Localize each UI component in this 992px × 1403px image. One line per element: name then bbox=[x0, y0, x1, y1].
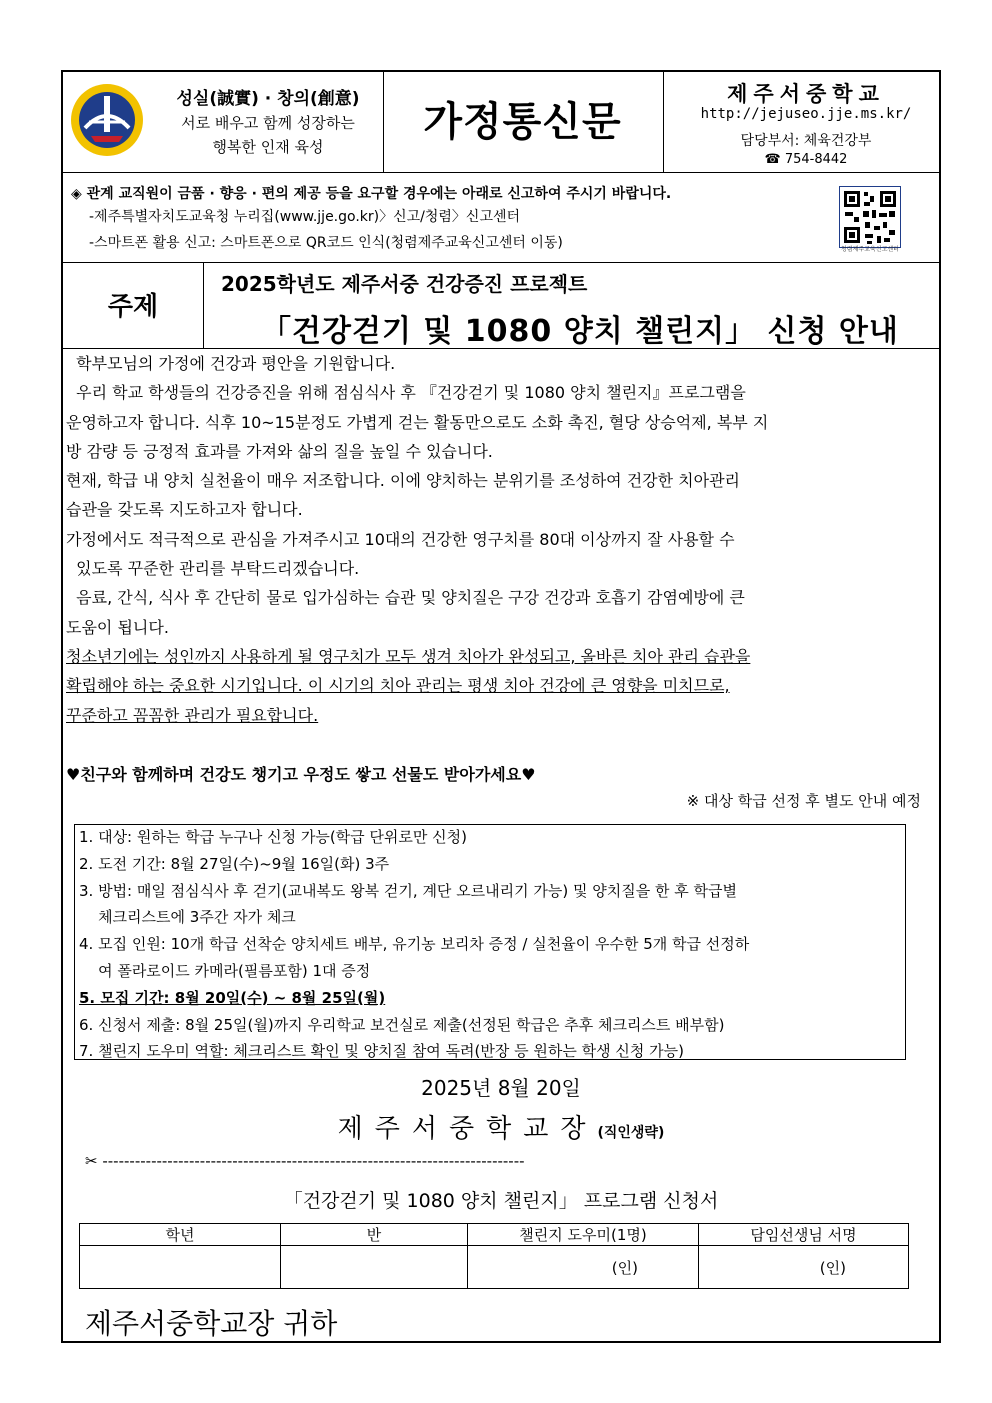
detail-item: 6. 신청서 제출: 8월 25일(월)까지 우리학교 보건실로 제출(선정된 학급은 추후 체크리스트 배부함) bbox=[79, 1015, 725, 1034]
application-table bbox=[79, 1223, 909, 1289]
grade-cell[interactable] bbox=[80, 1246, 281, 1289]
school-url[interactable]: http://jejuseo.jje.ms.kr/ bbox=[700, 106, 912, 122]
paragraph-line: 운영하고자 합니다. 식후 10~15분정도 가볍게 걷는 활동만으로도 소화 촉진, 혈당 상승억제, 복부 지 bbox=[66, 412, 769, 432]
header-divider bbox=[63, 172, 939, 173]
principal-name: 제주서중학교장 bbox=[337, 1114, 598, 1144]
seal-omitted-note: (직인생략) bbox=[597, 1125, 665, 1141]
paragraph-line: 음료, 간식, 식사 후 간단히 물로 입가심하는 습관 및 양치질은 구강 건강과 호흡기 감염예방에 큰 bbox=[66, 588, 745, 608]
detail-item: 1. 대상: 원하는 학급 누구나 신청 가능(학급 단위로만 신청) bbox=[79, 828, 467, 846]
school-name: 제주서중학교 bbox=[727, 82, 885, 106]
detail-item: 4. 모집 인원: 10개 학급 선착순 양치세트 배부, 유기농 보리차 증정 / 실천율이 우수한 5개 학급 선정하 bbox=[79, 935, 750, 954]
class-cell[interactable] bbox=[281, 1246, 468, 1289]
issue-date: 2025년 8월 20일 bbox=[421, 1076, 581, 1100]
document-page bbox=[61, 70, 941, 1343]
paragraph-line: 우리 학교 학생들의 건강증진을 위해 점심식사 후 『건강걷기 및 1080 양치 챌린지』프로그램을 bbox=[66, 383, 746, 403]
qr-code-icon[interactable] bbox=[839, 186, 901, 248]
header-helper: 챌린지 도우미(1명) bbox=[468, 1224, 699, 1246]
paragraph-line: 있도록 꾸준한 관리를 부탁드리겠습니다. bbox=[66, 559, 360, 579]
selection-note: ※ 대상 학급 선정 후 별도 안내 예정 bbox=[686, 792, 921, 810]
subject-col-divider bbox=[203, 262, 204, 348]
paragraph-line: 방 감량 등 긍정적 효과를 가져와 삶의 질을 높일 수 있습니다. bbox=[66, 441, 493, 461]
report-divider bbox=[63, 262, 939, 263]
principal-signature bbox=[63, 1108, 939, 1145]
dashed-line: ------------------------------------------------------------------------------ bbox=[102, 1152, 525, 1170]
subject-label: 주제 bbox=[107, 292, 159, 322]
body-text bbox=[66, 349, 936, 730]
teacher-sign-cell[interactable]: (인) bbox=[699, 1246, 909, 1289]
motto-line-1: 성실(誠實) · 창의(創意) bbox=[176, 89, 360, 109]
header-class: 반 bbox=[281, 1224, 468, 1246]
paragraph-line: 습관을 갖도록 지도하고자 합니다. bbox=[66, 500, 303, 520]
helper-cell[interactable]: (인) bbox=[468, 1246, 699, 1289]
scissors-icon: ✂ bbox=[85, 1152, 98, 1170]
header-teacher-sign: 담임선생님 서명 bbox=[699, 1224, 909, 1246]
detail-item-recruit-period: 5. 모집 기간: 8월 20일(수) ~ 8월 25일(월) bbox=[79, 988, 386, 1007]
subject-line-1: 2025학년도 제주서중 건강증진 프로젝트 bbox=[221, 272, 588, 296]
detail-item: 2. 도전 기간: 8월 27일(수)~9월 16일(화) 3주 bbox=[79, 854, 390, 873]
table-header-row bbox=[80, 1224, 909, 1246]
motto-line-3: 행복한 인재 육성 bbox=[212, 138, 324, 156]
report-notice: ◈ 관계 교직원이 금품 · 향응 · 편의 제공 등을 요구할 경우에는 아래로 신고하여 주시기 바랍니다. bbox=[71, 186, 672, 202]
subject-line-2: 「건강걷기 및 1080 양치 챌린지」 신청 안내 bbox=[261, 314, 899, 349]
closing-addressee: 제주서중학교장 귀하 bbox=[85, 1307, 338, 1340]
heart-slogan: ♥친구와 함께하며 건강도 챙기고 우정도 쌓고 선물도 받아가세요♥ bbox=[66, 765, 536, 784]
detail-item: 체크리스트에 3주간 자가 체크 bbox=[79, 908, 296, 927]
paragraph-line: 학부모님의 가정에 건강과 평안을 기원합니다. bbox=[66, 354, 396, 373]
detail-item: 7. 챌린지 도우미 역할: 체크리스트 확인 및 양치질 참여 독려(반장 등 원하는 학생 신청 가능) bbox=[79, 1042, 684, 1061]
motto-line-2: 서로 배우고 함께 성장하는 bbox=[181, 114, 355, 132]
document-title: 가정통신문 bbox=[423, 99, 622, 145]
header-grade: 학년 bbox=[80, 1224, 281, 1246]
phone-number: ☎ 754-8442 bbox=[764, 152, 848, 167]
paragraph-line: 도움이 됩니다. bbox=[66, 617, 169, 637]
underlined-line: 꾸준하고 꼼꼼한 관리가 필요합니다. bbox=[66, 705, 319, 725]
paragraph-line: 현재, 학급 내 양치 실천율이 매우 저조합니다. 이에 양치하는 분위기를 조성하여 건강한 치아관리 bbox=[66, 471, 740, 491]
underlined-line: 확립해야 하는 중요한 시기입니다. 이 시기의 치아 관리는 평생 치아 건강에 큰 영향을 미치므로, bbox=[66, 676, 730, 696]
detail-item: 3. 방법: 매일 점심식사 후 걷기(교내복도 왕복 걷기, 계단 오르내리기 가능) 및 양치질을 한 후 학급별 bbox=[79, 881, 737, 900]
details-list bbox=[79, 824, 899, 1065]
application-form-title: 「건강걷기 및 1080 양치 챌린지」 프로그램 신청서 bbox=[283, 1190, 719, 1212]
paragraph-line: 가정에서도 적극적으로 관심을 가져주시고 10대의 건강한 영구치를 80대 이상까지 잘 사용할 수 bbox=[66, 529, 735, 549]
table-row bbox=[80, 1246, 909, 1289]
school-emblem-icon bbox=[69, 82, 145, 158]
qr-caption: 청렴제주교육신고센터 bbox=[841, 246, 899, 253]
report-smartphone: -스마트폰 활용 신고: 스마트폰으로 QR코드 인식(청렴제주교육신고센터 이동) bbox=[89, 235, 563, 251]
department: 담당부서: 체육건강부 bbox=[740, 133, 872, 149]
underlined-line: 청소년기에는 성인까지 사용하게 될 영구치가 모두 생겨 치아가 완성되고, 올바른 치아 관리 습관을 bbox=[66, 646, 751, 666]
cut-line bbox=[85, 1152, 919, 1170]
report-website: -제주특별자치도교육청 누리집(www.jje.go.kr)〉신고/청렴〉신고센터 bbox=[89, 209, 521, 225]
detail-item: 여 폴라로이드 카메라(필름포함) 1대 증정 bbox=[79, 961, 371, 980]
